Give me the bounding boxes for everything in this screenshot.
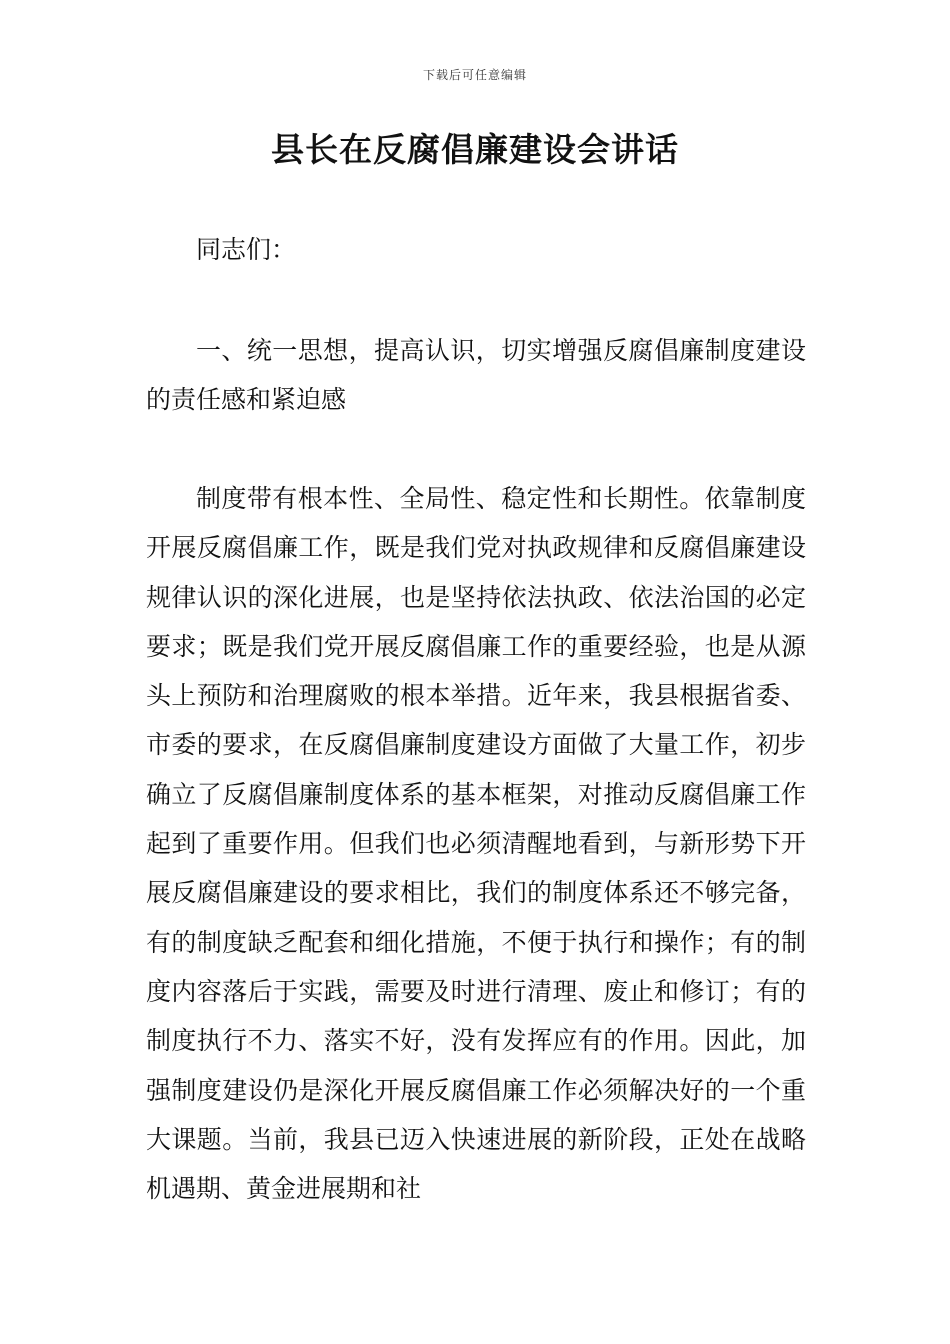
- section-heading: 一、统一思想，提高认识，切实增强反腐倡廉制度建设的责任感和紧迫感: [146, 336, 806, 415]
- salutation: 同志们：: [196, 235, 297, 264]
- body-paragraph: 制度带有根本性、全局性、稳定性和长期性。依靠制度开展反腐倡廉工作，既是我们党对执政规律和反腐倡廉建设规律认识的深化进展，也是坚持依法执政、依法治国的必定要求；既是我们党开展反腐倡廉工作的重要经验，也是从源头上预防和治理腐败的根本举措。近年来，我县根据省委、市委的要求，在反腐倡廉制度建设方面做了大量工作，初步确立了反腐倡廉制度体系的基本框架，对推动反腐倡廉工作起到了重要作用。但我们也必须清醒地看到，与新形势下开展反腐倡廉建设的要求相比，我们的制度体系还不够完备，有的制度缺乏配套和细化措施，不便于执行和操作；有的制度内容落后于实践，需要及时进行清理、废止和修订；有的制度执行不力、落实不好，没有发挥应有的作用。因此，加强制度建设仍是深化开展反腐倡廉工作必须解决好的一个重大课题。当前，我县已迈入快速进展的新阶段，正处在战略机遇期、黄金进展期和社: [146, 484, 806, 1204]
- document-title: 县长在反腐倡廉建设会讲话: [271, 130, 679, 169]
- header-note: 下载后可任意编辑: [422, 68, 527, 82]
